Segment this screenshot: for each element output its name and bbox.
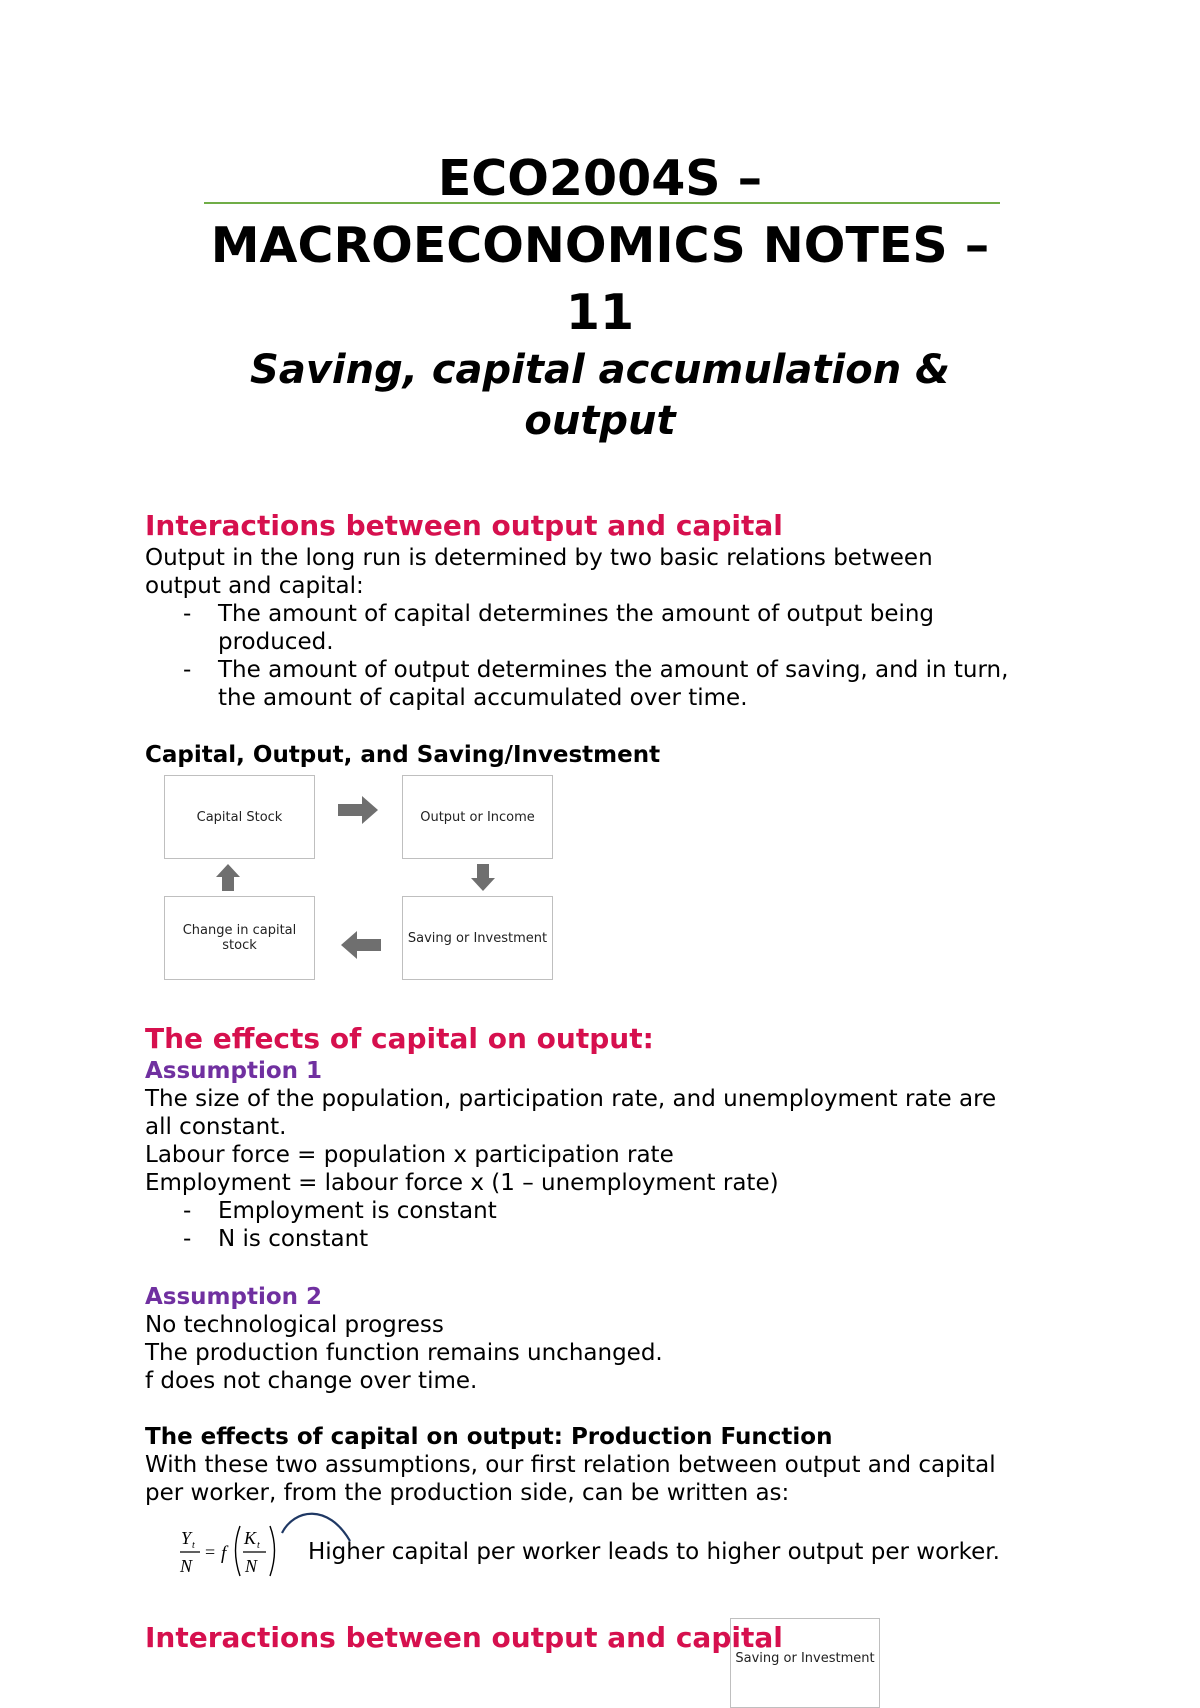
title-line-1: ECO2004S – (437, 150, 763, 207)
bullet-text: The amount of output determines the amount of saving, and in turn, (218, 657, 1009, 683)
arrow-right-icon (338, 795, 380, 825)
box-capital-stock: Capital Stock (164, 775, 315, 859)
paragraph-line: Employment = labour force x (1 – unemployment rate) (145, 1170, 779, 1196)
svg-text:=: = (205, 1542, 216, 1562)
svg-text:K: K (244, 1528, 257, 1548)
paragraph-line: per worker, from the production side, can be written as: (145, 1480, 790, 1506)
paragraph-line: Labour force = population x participation rate (145, 1142, 674, 1168)
paragraph-line: f does not change over time. (145, 1368, 478, 1394)
assumption-2-title: Assumption 2 (145, 1284, 323, 1310)
svg-text:Y: Y (181, 1528, 192, 1548)
svg-text:N: N (180, 1556, 193, 1576)
production-function-formula (178, 1520, 290, 1580)
svg-text:f: f (221, 1543, 227, 1564)
box-change-capital-stock: Change in capital stock (164, 896, 315, 980)
bullet-dash: - (183, 601, 192, 627)
section-heading-interactions: Interactions between output and capital (145, 509, 783, 542)
paragraph-line: No technological progress (145, 1312, 444, 1338)
diagram-heading: Capital, Output, and Saving/Investment (145, 742, 661, 768)
bullet-text: the amount of capital accumulated over time. (218, 685, 748, 711)
bullet-text: The amount of capital determines the amount of output being (218, 601, 935, 627)
paragraph-line: Output in the long run is determined by two basic relations between (145, 545, 933, 571)
title-line-2: MACROECONOMICS NOTES – (210, 217, 990, 274)
section-heading-interactions-2: Interactions between output and capital (145, 1621, 783, 1654)
box-saving-investment: Saving or Investment (402, 896, 553, 980)
paragraph-line: The production function remains unchanged. (145, 1340, 663, 1366)
svg-text:t: t (257, 1540, 260, 1551)
box-output-income: Output or Income (402, 775, 553, 859)
subtitle-line-1: Saving, capital accumulation & (250, 347, 950, 393)
paragraph-line: all constant. (145, 1114, 287, 1140)
section-heading-effects: The effects of capital on output: (145, 1022, 654, 1055)
arrow-up-icon (215, 864, 241, 892)
formula-explanation: Higher capital per worker leads to higher output per worker. (308, 1539, 1000, 1565)
paragraph-line: With these two assumptions, our first relation between output and capital (145, 1452, 996, 1478)
paragraph-line: The size of the population, participation rate, and unemployment rate are (145, 1086, 997, 1112)
title-line-3: 11 (565, 284, 635, 341)
assumption-1-title: Assumption 1 (145, 1058, 323, 1084)
title-underline (204, 202, 1000, 204)
svg-text:N: N (245, 1556, 258, 1576)
arrow-down-icon (470, 864, 496, 892)
paragraph-line: output and capital: (145, 573, 364, 599)
bullet-dash: - (183, 1198, 192, 1224)
arrow-left-icon (340, 930, 382, 960)
bullet-dash: - (183, 657, 192, 683)
bullet-text: Employment is constant (218, 1198, 497, 1224)
production-function-heading: The effects of capital on output: Production Function (145, 1424, 833, 1450)
svg-text:t: t (192, 1540, 195, 1551)
bullet-dash: - (183, 1226, 192, 1252)
bullet-text: N is constant (218, 1226, 369, 1252)
subtitle-line-2: output (524, 398, 676, 444)
box-saving-investment-partial: Saving or Investment (730, 1618, 880, 1708)
bullet-text: produced. (218, 629, 334, 655)
